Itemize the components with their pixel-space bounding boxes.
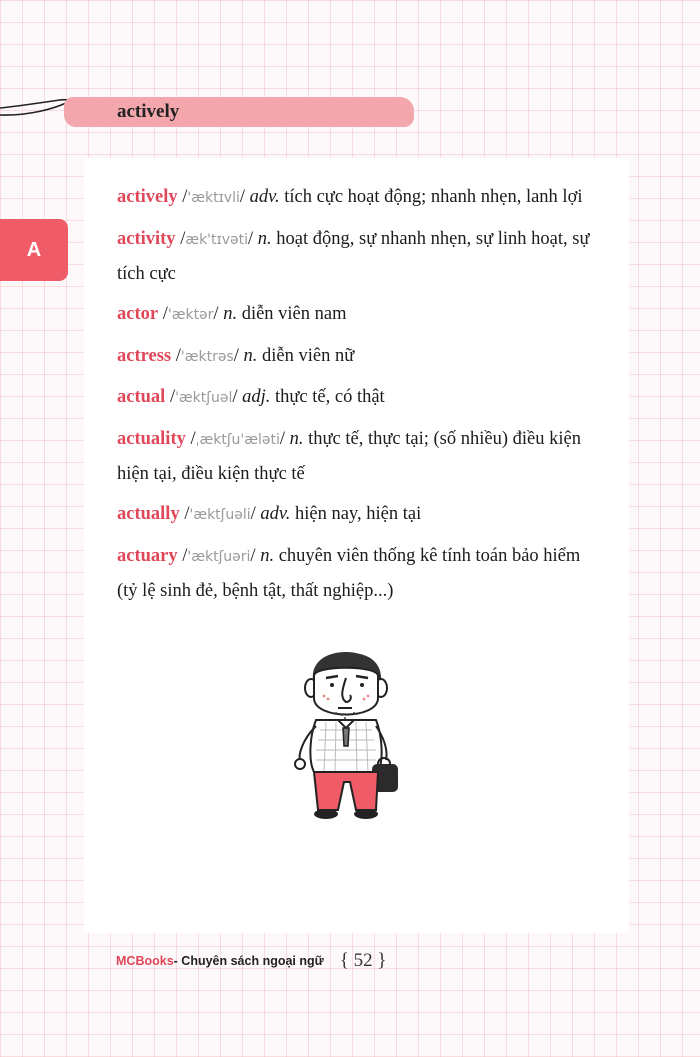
entry-pos: n. (289, 428, 304, 449)
entry-pos: adv. (249, 187, 280, 207)
header-word: actively (117, 101, 180, 122)
entry: actress /'æktrəs/ n. diễn viên nữ (117, 345, 355, 366)
entry-definition: thực tế, có thật (275, 387, 385, 407)
entry-definition: thực tế, thực tại; (số nhiều) điều kiện hiện tại, điều kiện thực tế (117, 428, 581, 484)
letter-tab: A (0, 219, 68, 281)
entry-word: actually (117, 504, 180, 524)
entry-definition: chuyên viên thống kê tính toán bảo hiểm (tỷ lệ sinh đẻ, bệnh tật, thất nghiệp...) (117, 545, 581, 601)
entry: actuary /'æktʃuəri/ n. chuyên viên thống kê tính toán bảo hiểm (tỷ lệ sinh đẻ, bệnh tật, thất nghiệp...) (117, 545, 581, 601)
entry-ipa: 'æktɪvli (187, 190, 240, 206)
footer-tagline: - Chuyên sách ngoại ngữ (173, 954, 324, 968)
entry-ipa: 'æktər (167, 307, 214, 323)
footer-brand: MCBooks (116, 954, 174, 968)
entry-word: actress (117, 345, 172, 366)
entry: actual /'æktʃuəl/ adj. thực tế, có thật (117, 387, 385, 407)
entry: actor /'æktər/ n. diễn viên nam (117, 304, 347, 324)
entry: activity /æk'tɪvəti/ n. hoạt động, sự nhanh nhẹn, sự linh hoạt, sự tích cực (117, 228, 590, 284)
entry-ipa: æk'tɪvəti (185, 231, 248, 248)
entry-ipa: 'æktʃuəri (187, 548, 251, 565)
entry-pos: adj. (242, 387, 271, 407)
entry-ipa: 'æktʃuəl (175, 390, 233, 406)
entry-word: actuary (117, 545, 178, 566)
entry-definition: diễn viên nữ (262, 345, 355, 366)
entry: actuality /ˌæktʃu'æləti/ n. thực tế, thực tại; (số nhiều) điều kiện hiện tại, điều kiện thực tế (117, 428, 581, 484)
entry-word: actor (117, 304, 159, 324)
entry: actively /'æktɪvli/ adv. tích cực hoạt động; nhanh nhẹn, lanh lợi (117, 187, 583, 207)
entry-pos: n. (257, 228, 272, 249)
entry-pos: n. (223, 304, 238, 324)
entry-word: actuality (117, 428, 186, 449)
entry-word: actively (117, 187, 178, 207)
entry-word: actual (117, 387, 166, 407)
entry-list (117, 180, 603, 614)
entry-definition: tích cực hoạt động; nhanh nhẹn, lanh lợi (284, 187, 583, 207)
entry-pos: n. (260, 545, 275, 566)
page-number: { 52 } (339, 950, 387, 971)
entry-pos: adv. (260, 504, 291, 524)
entry-word: activity (117, 228, 176, 249)
man-with-briefcase-illustration (280, 640, 415, 825)
entry-ipa: ˌæktʃu'æləti (195, 431, 280, 448)
entry-pos: n. (243, 345, 258, 366)
entry: actually /'æktʃuəli/ adv. hiện nay, hiện tại (117, 504, 422, 524)
entry-definition: hoạt động, sự nhanh nhẹn, sự linh hoạt, sự tích cực (117, 228, 590, 284)
page-footer (116, 950, 386, 972)
entry-definition: hiện nay, hiện tại (295, 504, 422, 524)
entry-ipa: 'æktrəs (180, 348, 234, 365)
entry-ipa: 'æktʃuəli (189, 507, 251, 523)
entry-definition: diễn viên nam (241, 304, 347, 324)
